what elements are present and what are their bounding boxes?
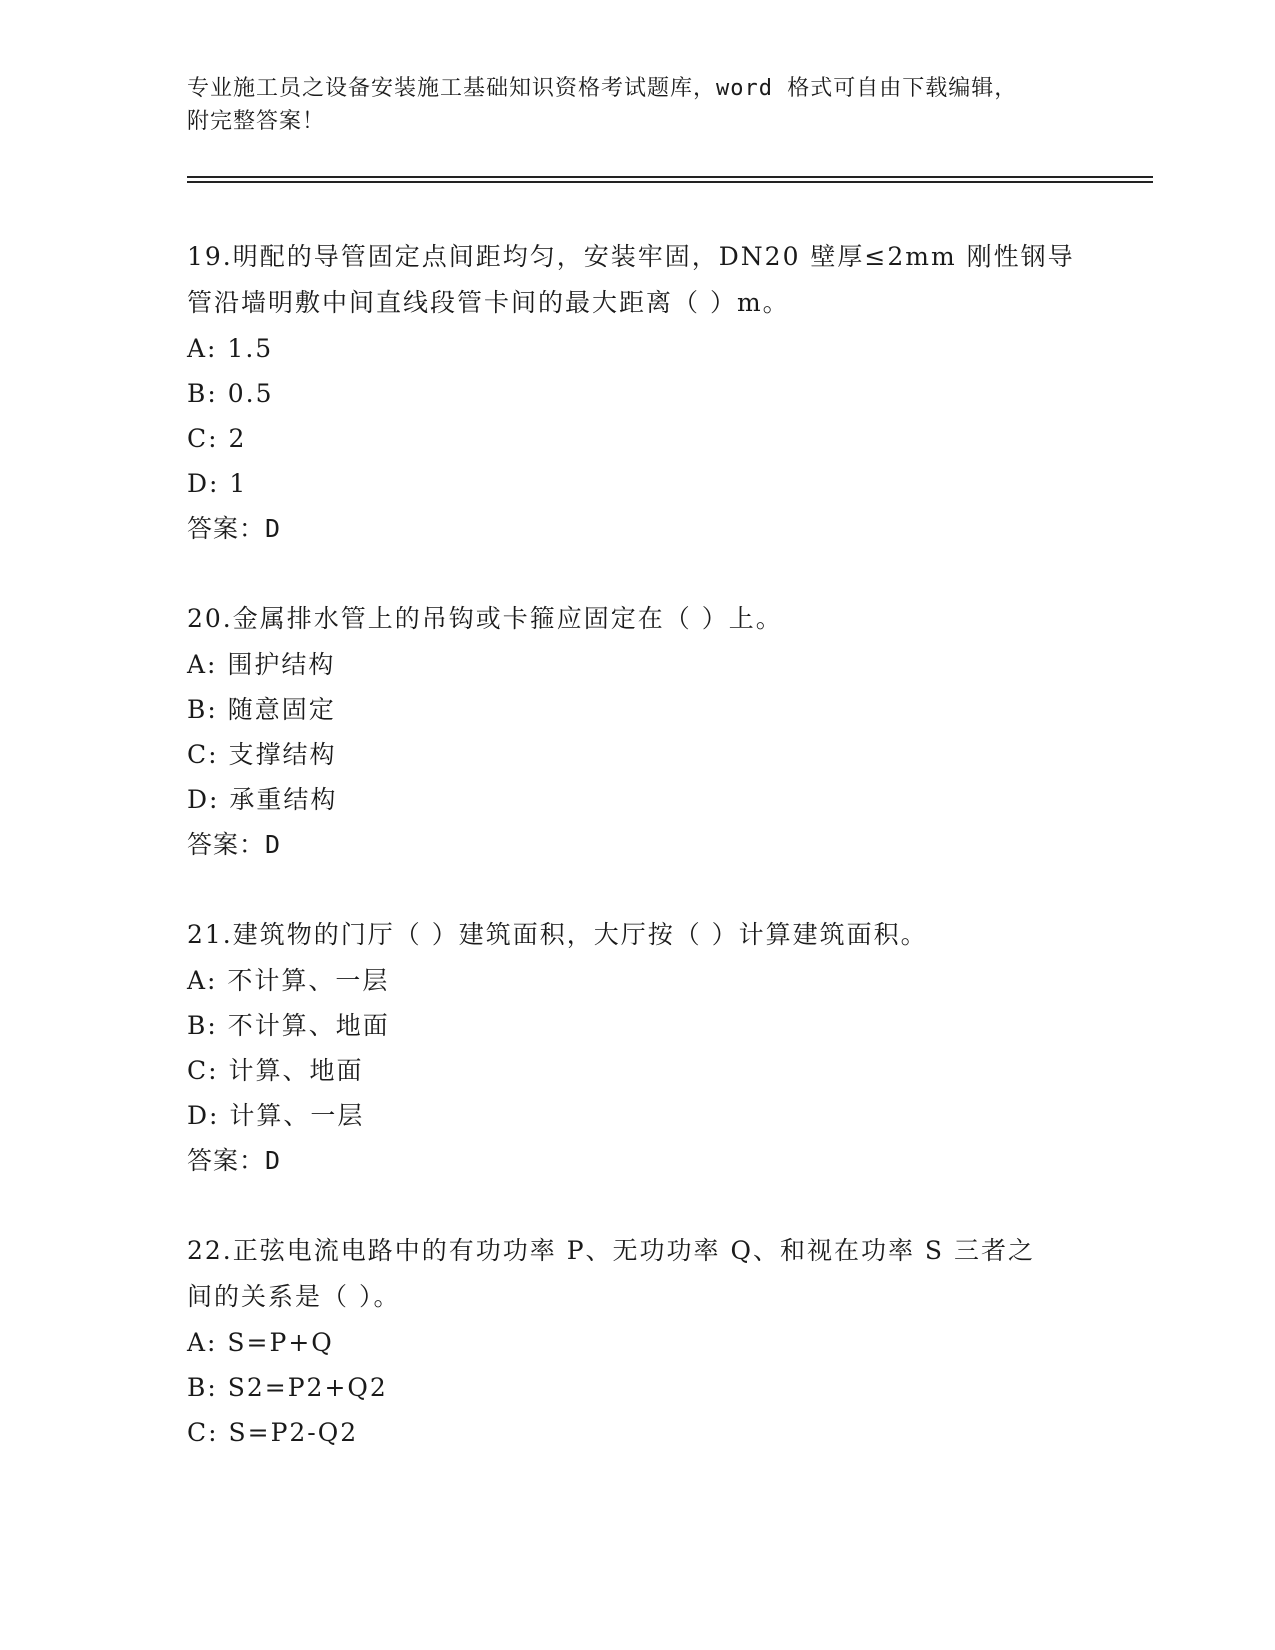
option-d: D: 计算、一层 <box>187 1101 365 1130</box>
option-b: B: 0.5 <box>187 379 274 408</box>
option-b: B: 不计算、地面 <box>187 1011 390 1040</box>
document-header <box>187 72 1107 138</box>
option-d: D: 1 <box>187 469 248 498</box>
question-21 <box>187 912 1087 1183</box>
option-c: C: 支撑结构 <box>187 740 337 769</box>
answer-line: 答案：D <box>187 1146 282 1175</box>
header-divider-bottom <box>187 181 1153 183</box>
question-list <box>187 234 1087 1500</box>
option-a: A: 围护结构 <box>187 650 336 679</box>
question-stem-line: 间的关系是（ ）。 <box>187 1282 401 1311</box>
question-20 <box>187 596 1087 867</box>
option-b: B: 随意固定 <box>187 695 336 724</box>
header-line-2: 附完整答案！ <box>187 109 326 134</box>
question-stem-line: 管沿墙明敷中间直线段管卡间的最大距离（ ）m。 <box>187 288 790 317</box>
question-19 <box>187 234 1087 551</box>
option-b: B: S2=P2+Q2 <box>187 1373 388 1402</box>
option-a: A: 1.5 <box>187 334 274 363</box>
question-stem-line: 20.金属排水管上的吊钩或卡箍应固定在（ ）上。 <box>187 604 783 633</box>
header-line-1: 专业施工员之设备安装施工基础知识资格考试题库，word 格式可自由下载编辑， <box>187 76 1018 101</box>
option-c: C: 计算、地面 <box>187 1056 364 1085</box>
option-a: A: S=P+Q <box>187 1328 334 1357</box>
question-stem-line: 19.明配的导管固定点间距均匀，安装牢固，DN20 壁厚≤2mm 刚性钢导 <box>187 242 1075 271</box>
answer-line: 答案：D <box>187 514 282 543</box>
question-stem-line: 22.正弦电流电路中的有功功率 P、无功功率 Q、和视在功率 S 三者之 <box>187 1236 1035 1265</box>
option-a: A: 不计算、一层 <box>187 966 390 995</box>
question-22 <box>187 1228 1087 1455</box>
question-stem-line: 21.建筑物的门厅（ ）建筑面积，大厅按（ ）计算建筑面积。 <box>187 920 928 949</box>
answer-line: 答案：D <box>187 830 282 859</box>
option-d: D: 承重结构 <box>187 785 338 814</box>
option-c: C: S=P2-Q2 <box>187 1418 359 1447</box>
header-divider-top <box>187 176 1153 178</box>
option-c: C: 2 <box>187 424 247 453</box>
